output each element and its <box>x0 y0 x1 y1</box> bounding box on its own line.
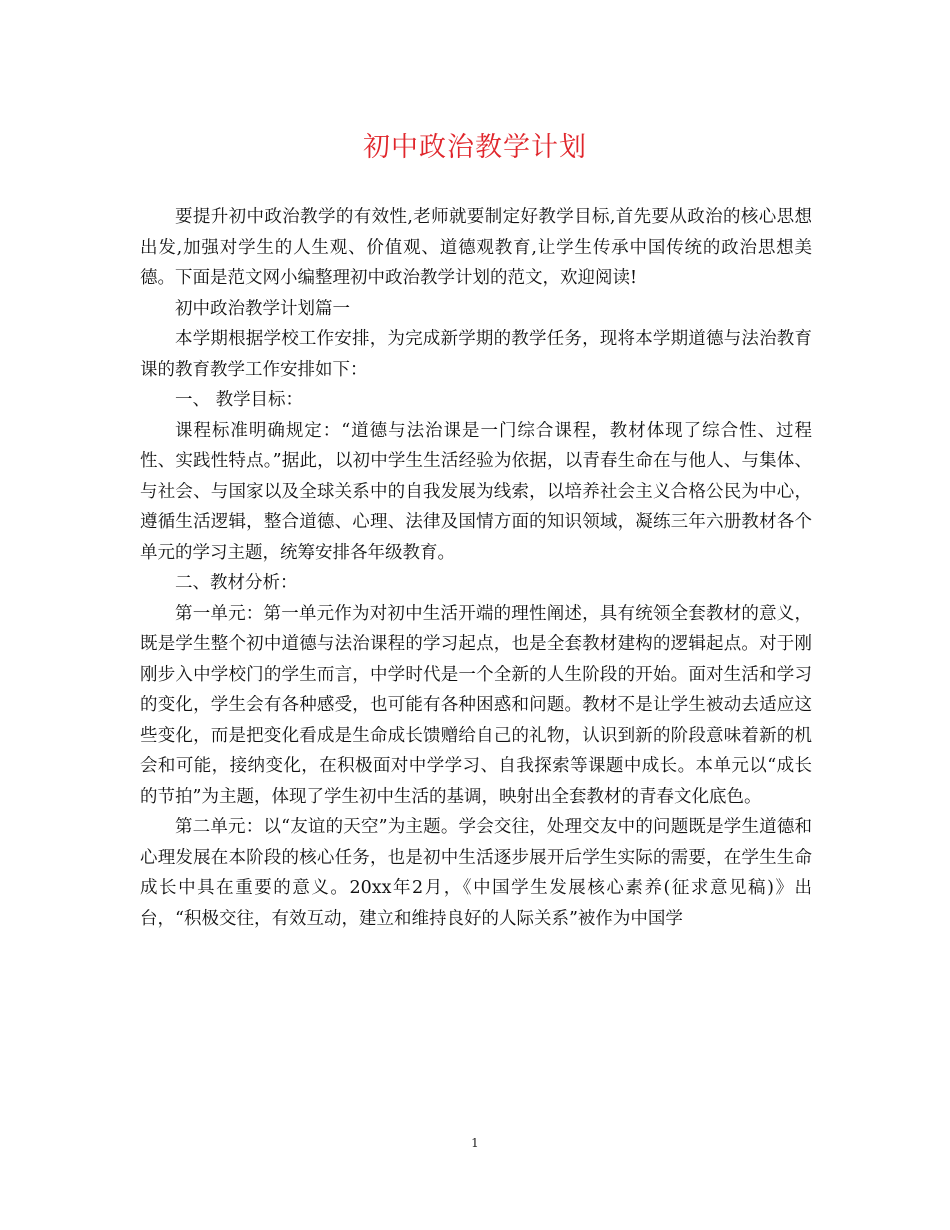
heading-textbook-analysis: 二、教材分析： <box>175 573 298 593</box>
page-number: 1 <box>471 1136 479 1150</box>
teaching-goals-paragraph: 课程标准明确规定：“道德与法治课是一门综合课程，教材体现了综合性、过程性、实践性特点。”据此，以初中学生生活经验为依据，以青春生命在与他人、与集体、与社会、与国家以及全球关系中的自我发展为线索，以培养社会主义合格公民为中心，遵循生活逻辑，整合道德、心理、法律及国情方面的知识领域，凝练三年六册教材各个单元的学习主题，统筹安排各年级教育。 <box>140 420 812 563</box>
document-title: 初中政治教学计划 <box>363 132 587 163</box>
unit-one-paragraph: 第一单元：第一单元作为对初中生活开端的理性阐述，具有统领全套教材的意义，既是学生整个初中道德与法治课程的学习起点，也是全套教材建构的逻辑起点。对于刚刚步入中学校门的学生而言，中学时代是一个全新的人生阶段的开始。面对生活和学习的变化，学生会有各种感受，也可能有各种困惑和问题。教材不是让学生被动去适应这些变化，而是把变化看成是生命成长馈赠给自己的礼物，认识到新的阶段意味着新的机会和可能，接纳变化，在积极面对中学学习、自我探索等课题中成长。本单元以“成长的节拍”为主题，体现了学生初中生活的基调，映射出全套教材的青春文化底色。 <box>140 603 812 807</box>
unit-two-paragraph: 第二单元：以“友谊的天空”为主题。学会交往，处理交友中的问题既是学生道德和心理发展在本阶段的核心任务，也是初中生活逐步展开后学生实际的需要，在学生生命成长中具在重要的意义。20xx年2月，《中国学生发展核心素养(征求意见稿)》出台，“积极交往，有效互动，建立和维持良好的人际关系”被作为中国学 <box>140 817 812 929</box>
heading-teaching-goals: 一、 教学目标： <box>175 390 304 410</box>
section-heading-plan-one: 初中政治教学计划篇一 <box>175 298 350 319</box>
plan-intro-paragraph: 本学期根据学校工作安排，为完成新学期的教学任务，现将本学期道德与法治教育课的教育教学工作安排如下： <box>140 329 812 380</box>
intro-paragraph: 要提升初中政治教学的有效性,老师就要制定好教学目标,首先要从政治的核心思想出发,加强对学生的人生观、价值观、道德观教育,让学生传承中国传统的政治思想美德。下面是范文网小编整理初中政治教学计划的范文，欢迎阅读! <box>140 207 812 288</box>
document-body <box>140 202 812 934</box>
